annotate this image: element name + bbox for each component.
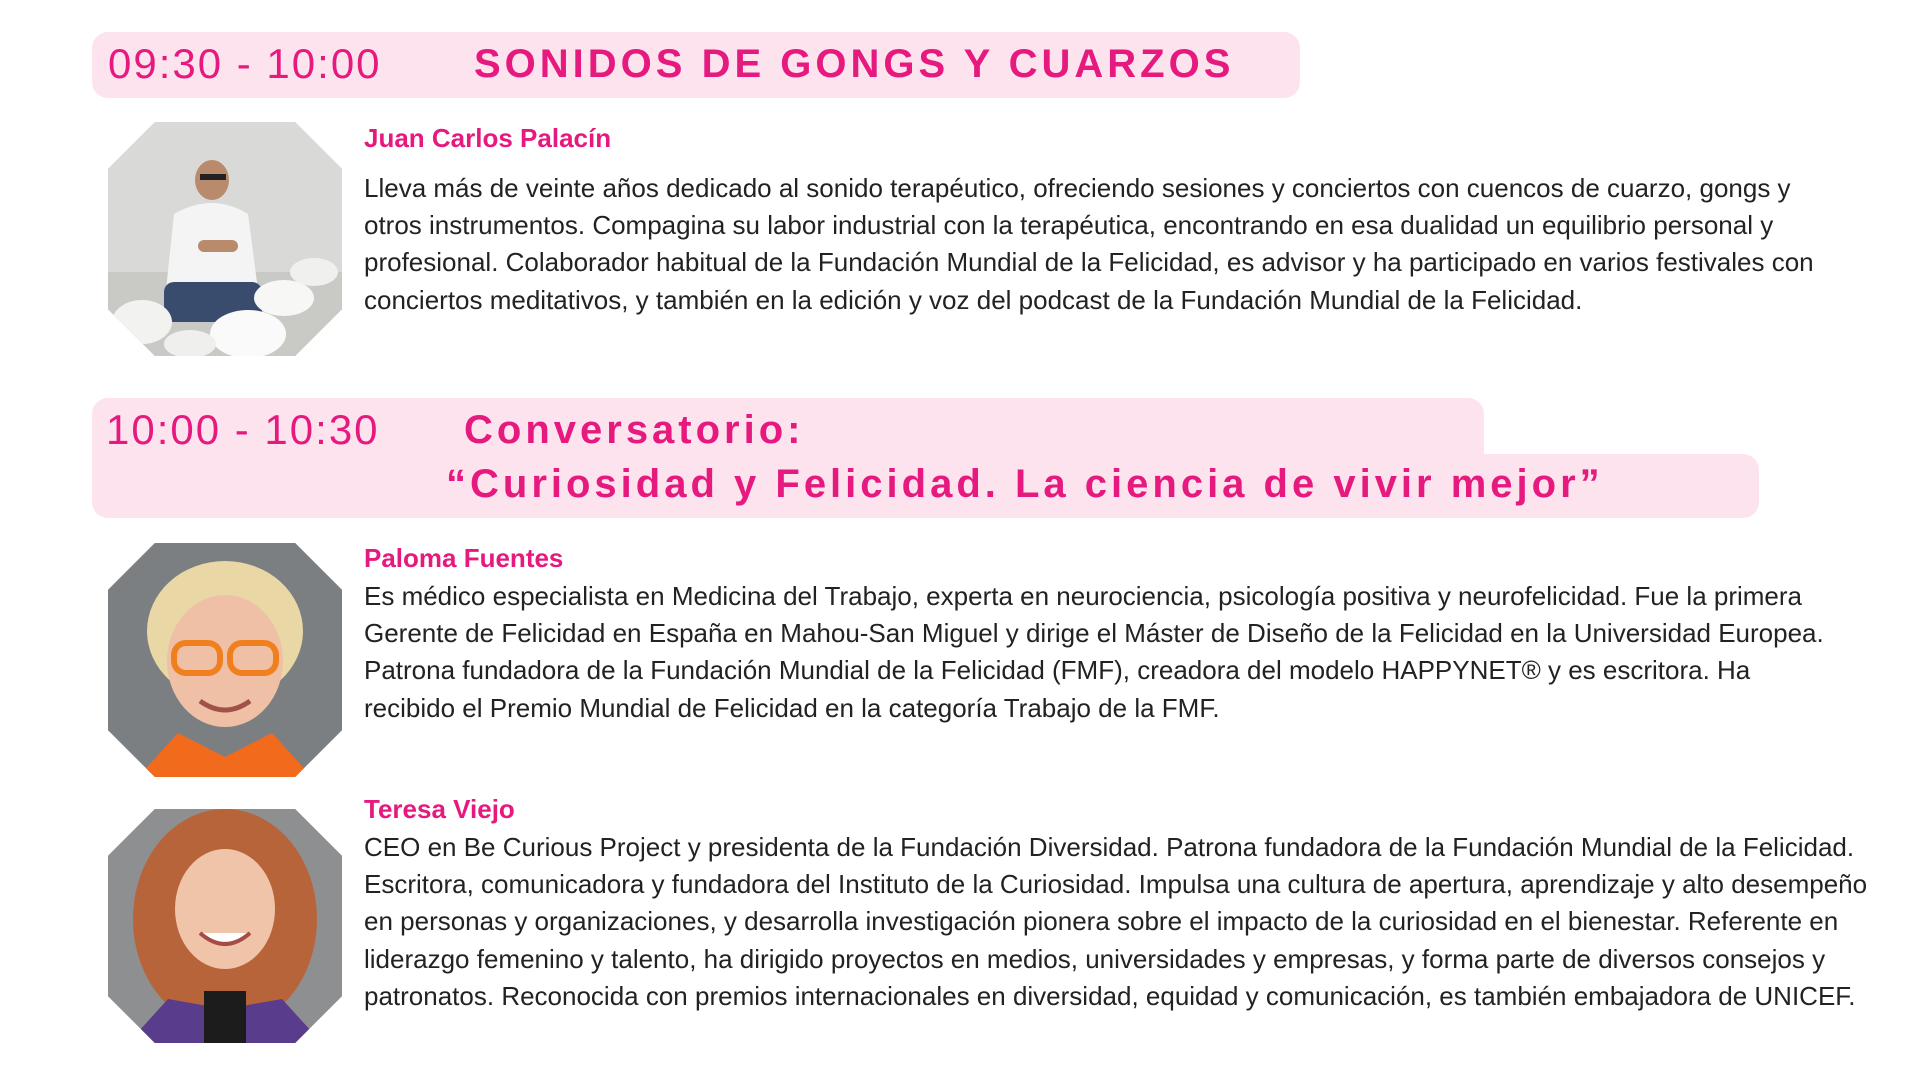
speaker-name-juan-carlos: Juan Carlos Palacín <box>364 123 612 153</box>
speaker-name-paloma: Paloma Fuentes <box>364 543 564 573</box>
speaker-bio-teresa: CEO en Be Curious Project y presidenta de la Fundación Diversidad. Patrona fundadora de la Fundación Mundial de la Felicidad. Escritora, comunicadora y fundadora del Instituto de la Curiosidad. Impulsa una cultura de apertura, aprendizaje y alto desempeño en personas y organizaciones, y desarrolla investigación pionera sobre el impacto de la curiosidad en el bienestar. Referente en liderazgo femenino y talento, ha dirigido proyectos en medios, universidades y empresas, y forma parte de diversos consejos y patronatos. Reconocida con premios internacionales en diversidad, equidad y comunicación, es también embajadora de UNICEF. <box>364 832 1868 1011</box>
speaker-photo-teresa <box>108 809 342 1043</box>
speaker-bio-paloma: Es médico especialista en Medicina del Trabajo, experta en neurociencia, psicología positiva y neurofelicidad. Fue la primera Gerente de Felicidad en España en Mahou-San Miguel y dirige el Máster de Diseño de la Felicidad en la Universidad Europea. Patrona fundadora de la Fundación Mundial de la Felicidad (FMF), creadora del modelo HAPPYNET® y es escritora. Ha recibido el Premio Mundial de Felicidad en la categoría Trabajo de la FMF. <box>364 581 1824 723</box>
woman-with-red-hair-photo <box>108 809 342 1043</box>
speaker-photo-paloma <box>108 543 342 777</box>
speaker-photo-juan-carlos <box>108 122 342 356</box>
session-2-title-line1: Conversatorio: <box>464 408 805 452</box>
woman-with-orange-glasses-photo <box>108 543 342 777</box>
session-1-title: SONIDOS DE GONGS Y CUARZOS <box>474 42 1235 86</box>
speaker-name-teresa: Teresa Viejo <box>364 794 515 824</box>
man-with-crystal-bowls-photo <box>108 122 342 356</box>
session-2-title-line2: “Curiosidad y Felicidad. La ciencia de vivir mejor” <box>446 462 1604 506</box>
session-2-time: 10:00 - 10:30 <box>106 406 380 453</box>
session-1-time: 09:30 - 10:00 <box>108 40 382 87</box>
speaker-bio-juan-carlos: Lleva más de veinte años dedicado al sonido terapéutico, ofreciendo sesiones y conciertos con cuencos de cuarzo, gongs y otros instrumentos. Compagina su labor industrial con la terapéutica, encontrando en esa dualidad un equilibrio personal y profesional. Colaborador habitual de la Fundación Mundial de la Felicidad, es advisor y ha participado en varios festivales con conciertos meditativos, y también en la edición y voz del podcast de la Fundación Mundial de la Felicidad. <box>364 173 1814 315</box>
